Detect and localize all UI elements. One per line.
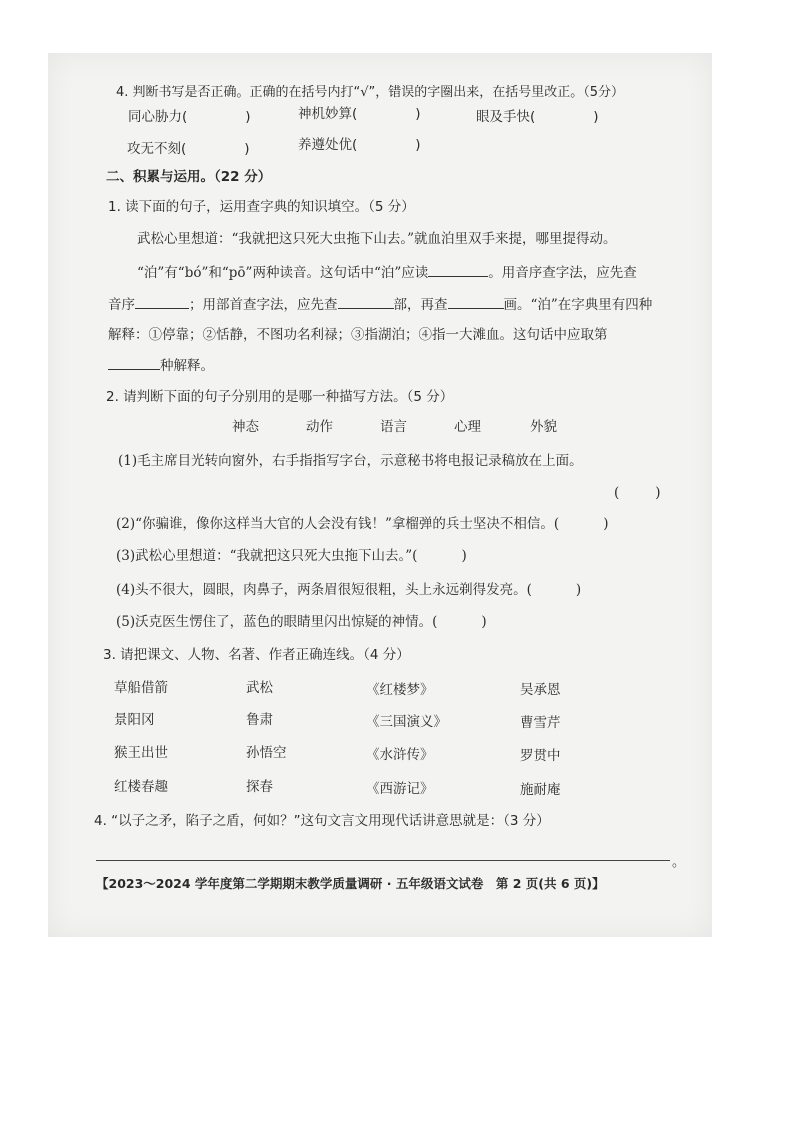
section-2-title: 二、积累与运用。（22 分）	[106, 169, 272, 185]
s3-book-4: 《西游记》	[366, 781, 434, 797]
s3-author-4: 施耐庵	[520, 782, 561, 798]
s1-line-4: 种解释。	[108, 357, 214, 375]
s2-option-5: 外貌	[530, 419, 557, 435]
q4-word-1: 同心胁力( )	[128, 109, 251, 125]
s3-person-2: 鲁肃	[246, 712, 273, 728]
s2-option-3: 语言	[380, 419, 407, 435]
s3-author-3: 罗贯中	[520, 748, 561, 764]
q4-word-5: 养遵处优( )	[298, 137, 421, 153]
s1-line-1: “泊”有“bó”和“pō”两种读音。这句话中“泊”应读 。用音序查字法，应先查	[137, 265, 637, 281]
s2-title: 2. 请判断下面的句子分别用的是哪一种描写方法。（5 分）	[106, 389, 454, 405]
s3-author-1: 吴承恩	[520, 682, 561, 698]
s1-title: 1. 读下面的句子，运用查字典的知识填空。（5 分）	[108, 199, 415, 215]
s3-book-1: 《红楼梦》	[366, 682, 434, 698]
q4-word-2: 神机妙算( )	[298, 106, 421, 122]
s2-item-4: (4)头不很大，圆眼，肉鼻子，两条眉很短很粗，头上永远剃得发亮。( )	[116, 582, 582, 598]
s2-item-5: (5)沃克医生愣住了，蓝色的眼睛里闪出惊疑的神情。( )	[116, 614, 487, 630]
s3-person-1: 武松	[246, 680, 273, 696]
s3-text-4: 红楼春趣	[114, 779, 168, 795]
s3-person-4: 探春	[246, 779, 273, 795]
s2-option-1: 神态	[232, 419, 259, 435]
answer-line	[96, 860, 670, 861]
s3-author-2: 曹雪芹	[520, 715, 561, 731]
s3-text-3: 猴王出世	[114, 745, 168, 761]
s2-item-2: (2)“你骗谁，像你这样当大官的人会没有钱！”拿榴弹的兵士坚决不相信。( )	[116, 516, 609, 532]
s2-option-4: 心理	[454, 419, 481, 435]
s3-title: 3. 请把课文、人物、名著、作者正确连线。（4 分）	[103, 647, 410, 663]
s1-quote: 武松心里想道：“我就把这只死大虫拖下山去。”就血泊里双手来提，哪里提得动。	[137, 231, 617, 247]
s2-item-1-answer: ( )	[614, 485, 661, 501]
s4-title: 4. “以子之矛，陷子之盾，何如？”这句文言文用现代话讲意思就是：（3 分）	[94, 813, 550, 829]
s3-text-2: 景阳冈	[114, 712, 155, 728]
s1-line-2: 音序 ；用部首查字法，应先查 部，再查 画。“泊”在字典里有四种	[108, 297, 653, 313]
s2-option-2: 动作	[306, 419, 333, 435]
s2-item-1: (1)毛主席目光转向窗外，右手指指写字台，示意秘书将电报记录稿放在上面。	[118, 453, 583, 469]
answer-end-mark: 。	[672, 855, 686, 870]
q4-title: 4. 判断书写是否正确。正确的在括号内打“√”，错误的字圈出来，在括号里改正。（5分）	[116, 85, 625, 100]
page-footer: 【2023～2024 学年度第二学期期末教学质量调研 · 五年级语文试卷 第 2 页(共 6 页)】	[96, 876, 605, 891]
q4-word-4: 攻无不刻( )	[127, 141, 250, 157]
s3-book-2: 《三国演义》	[366, 714, 447, 730]
s3-person-3: 孙悟空	[246, 745, 287, 761]
s1-line-3: 解释：①停靠；②恬静，不图功名利禄；③指湖泊；④指一大滩血。这句话中应取第	[108, 327, 608, 343]
q4-word-3: 眼及手快( )	[476, 109, 599, 125]
s3-text-1: 草船借箭	[114, 680, 168, 696]
s3-book-3: 《水浒传》	[366, 747, 434, 763]
s2-item-3: (3)武松心里想道：“我就把这只死大虫拖下山去。”( )	[116, 548, 467, 564]
